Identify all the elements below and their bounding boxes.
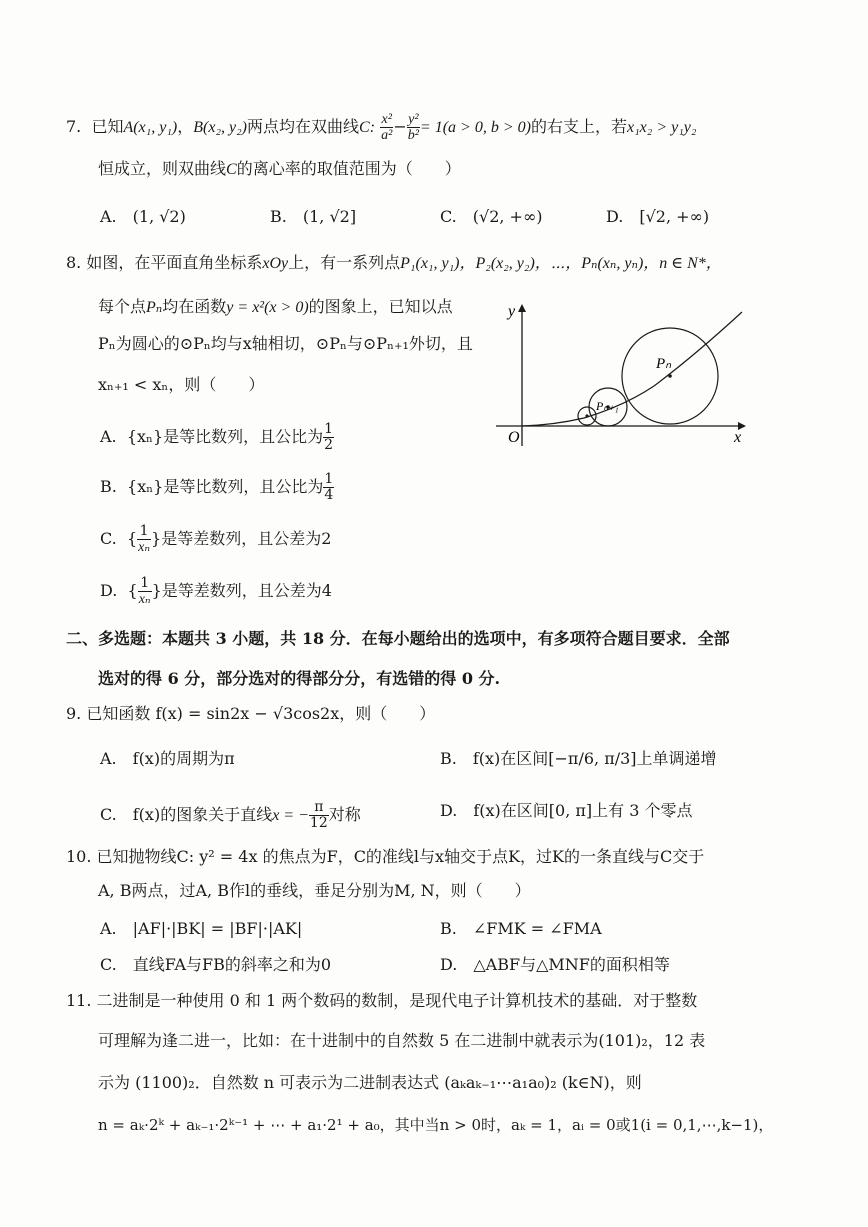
q9-opt-c-frac: $\frac{\pi}{12}$ [309,799,328,831]
q7-text: 已知 [91,117,124,136]
q11-line1 [66,990,697,1012]
q8-l2c: 的图象上，已知以点 [308,297,453,316]
q10-line2: A, B两点，过A, B作l的垂线，垂足分别为M, N，则（ ） [98,881,531,900]
q7-option-b: B. (1, √2] [270,207,357,226]
q9-opt-b-interval: [−π/6, π/3] [548,749,637,768]
q11-number: 11. [66,991,92,1010]
q10-text: 已知抛物线C: y² = 4x 的焦点为F，C的准线l与x轴交于点K，过K的一条直线与C交于 [96,847,705,866]
q7-curve: C: [359,119,376,136]
q9-option-c [100,800,361,831]
q10-option-b: B. ∠FMK = ∠FMA [440,919,602,938]
q7-option-a: A. (1, √2) [100,207,186,226]
q8-text: 如图，在平面直角坐标系 [86,253,263,272]
q8-opt-b-label: B. [100,477,117,496]
q11-line3: 示为 (1100)₂．自然数 n 可表示为二进制表达式 (aₖaₖ₋₁⋯a₁a₀)₂ (k∈N)，则 [98,1073,642,1092]
q7-eq: = 1(a > 0, b > 0) [419,119,531,136]
q7-option-c: C. (√2, +∞) [440,207,543,226]
q7-ineq: x₁x₂ > y₁y₂ [626,119,697,136]
section2-line1: 二、多选题：本题共 3 小题，共 18 分．在每小题给出的选项中，有多项符合题目要求．全部 [66,629,730,648]
q8-line1 [66,252,722,275]
q8-opt-a-frac: $\frac{1}{2}$ [324,421,334,453]
q7-line1 [66,112,696,143]
q8-opt-c-frac: $\frac{1}{\text{xₙ}}$ [138,523,151,555]
q10-number: 10. [66,847,92,866]
q10-option-d: D. △ABF与△MNF的面积相等 [440,955,670,974]
q8-option-d: D. { $\frac{1}{\text{xₙ}}$ }是等差数列，且公差为4 [100,575,332,607]
q10-option-c: C. 直线FA与FB的斜率之和为0 [100,955,332,974]
q9-opt-b-text: B. f(x)在区间 [440,749,549,768]
q10-line1 [66,846,704,868]
q8-text-b: 上，有一系列点 [288,253,401,272]
q9-opt-c-text: C. f(x)的图象关于直线 [100,805,273,824]
q11-line2: 可理解为逢二进一，比如：在十进制中的自然数 5 在二进制中就表示为(101)₂，12 表 [98,1031,706,1050]
q9-stem-text: 已知函数 f(x) = sin2x − √3cos2x，则（ ） [86,704,436,723]
q9-opt-c-eq: x = − [272,807,309,824]
pn1-label: Pₙ₊₁ [596,399,619,413]
q8-opt-b-text: {xₙ}是等比数列，且公比为 [127,477,324,496]
q9-stem [66,703,435,725]
q7-line2 [98,158,461,181]
section2-line2: 选对的得 6 分，部分选对的得部分分，有选错的得 0 分. [98,669,501,688]
q8-pn: Pₙ [146,299,163,316]
q8-opt-d-text: 是等差数列，且公差为4 [161,581,332,600]
q8-opt-a-text: {xₙ}是等比数列，且公比为 [126,427,324,446]
q9-option-b [440,748,717,770]
q7-c: C [226,161,237,178]
q8-option-b [100,472,334,503]
x-axis-label: x [734,429,742,446]
q9-option-a: A. f(x)的周期为π [100,749,235,768]
q8-number: 8. [66,253,82,272]
q7-number: 7. [66,117,82,136]
q8-line2 [98,296,453,319]
q7-text-b: 两点均在双曲线 [247,117,360,136]
q7-text-c: 的右支上，若 [530,117,627,136]
q8-line3: Pₙ为圆心的⊙Pₙ均与x轴相切，⊙Pₙ与⊙Pₙ₊₁外切，且 [98,334,473,353]
q7-frac-x: $\frac{\text{x²}}{\text{a²}}$ [381,112,393,143]
q8-xoy: xOy [262,255,289,272]
q8-opt-c-label: C. [100,529,117,548]
point-pn2 [585,414,588,417]
parabola-curve [522,312,742,426]
q7-minus: − [393,117,407,136]
q9-opt-b-text-b: 上单调递增 [636,749,717,768]
q8-figure [494,296,756,448]
q8-l2b: 均在函数 [162,297,227,316]
q8-option-a [100,422,334,453]
origin-label: O [508,429,520,446]
q11-text: 二进制是一种使用 0 和 1 两个数码的数制，是现代电子计算机技术的基础．对于整数 [96,991,698,1010]
q8-l2a: 每个点 [98,297,147,316]
q8-opt-c-text: 是等差数列，且公差为2 [161,529,332,548]
q8-points: P₁(x₁, y₁)，P₂(x₂, y₂)，⋯，Pₙ(xₙ, yₙ)，n ∈ N*， [400,255,722,272]
q9-option-d: D. f(x)在区间[0, π]上有 3 个零点 [440,801,693,820]
y-axis-arrow [518,304,526,312]
q11-line4: n = aₖ·2ᵏ + aₖ₋₁·2ᵏ⁻¹ + ⋯ + a₁·2¹ + a₀，其中当n > 0时，aₖ = 1，aᵢ = 0或1(i = 0,1,⋯,k−1)， [98,1116,774,1134]
q9-number: 9. [66,704,82,723]
q7-point-b: B(x₂, y₂) [193,119,247,136]
point-pn [668,374,672,378]
q8-opt-d-label: D. [100,581,118,600]
q7-line2-text-b: 的离心率的取值范围为（ ） [236,159,461,178]
y-axis-label: y [508,303,516,320]
q7-frac-y: $\frac{\text{y²}}{\text{b²}}$ [407,112,419,143]
q10-option-a: A. |AF|·|BK| = |BF|·|AK| [100,919,303,938]
q8-opt-d-frac: $\frac{1}{\text{xₙ}}$ [138,575,151,607]
pn-label: Pₙ [656,356,672,372]
q8-line4: xₙ₊₁ < xₙ，则（ ） [98,375,265,394]
q8-func: y = x²(x > 0) [226,299,309,316]
q7-line2-text: 恒成立，则双曲线 [98,159,227,178]
q7-sep: ， [177,117,194,136]
q8-opt-b-frac: $\frac{1}{4}$ [324,471,334,503]
q8-opt-a-label: A. [100,427,117,446]
q7-point-a: A(x₁, y₁) [123,119,178,136]
q7-option-d: D. [√2, +∞) [606,207,710,226]
q9-opt-c-text-b: 对称 [328,805,361,824]
q8-option-c: C. { $\frac{1}{\text{xₙ}}$ }是等差数列，且公差为2 [100,523,332,555]
